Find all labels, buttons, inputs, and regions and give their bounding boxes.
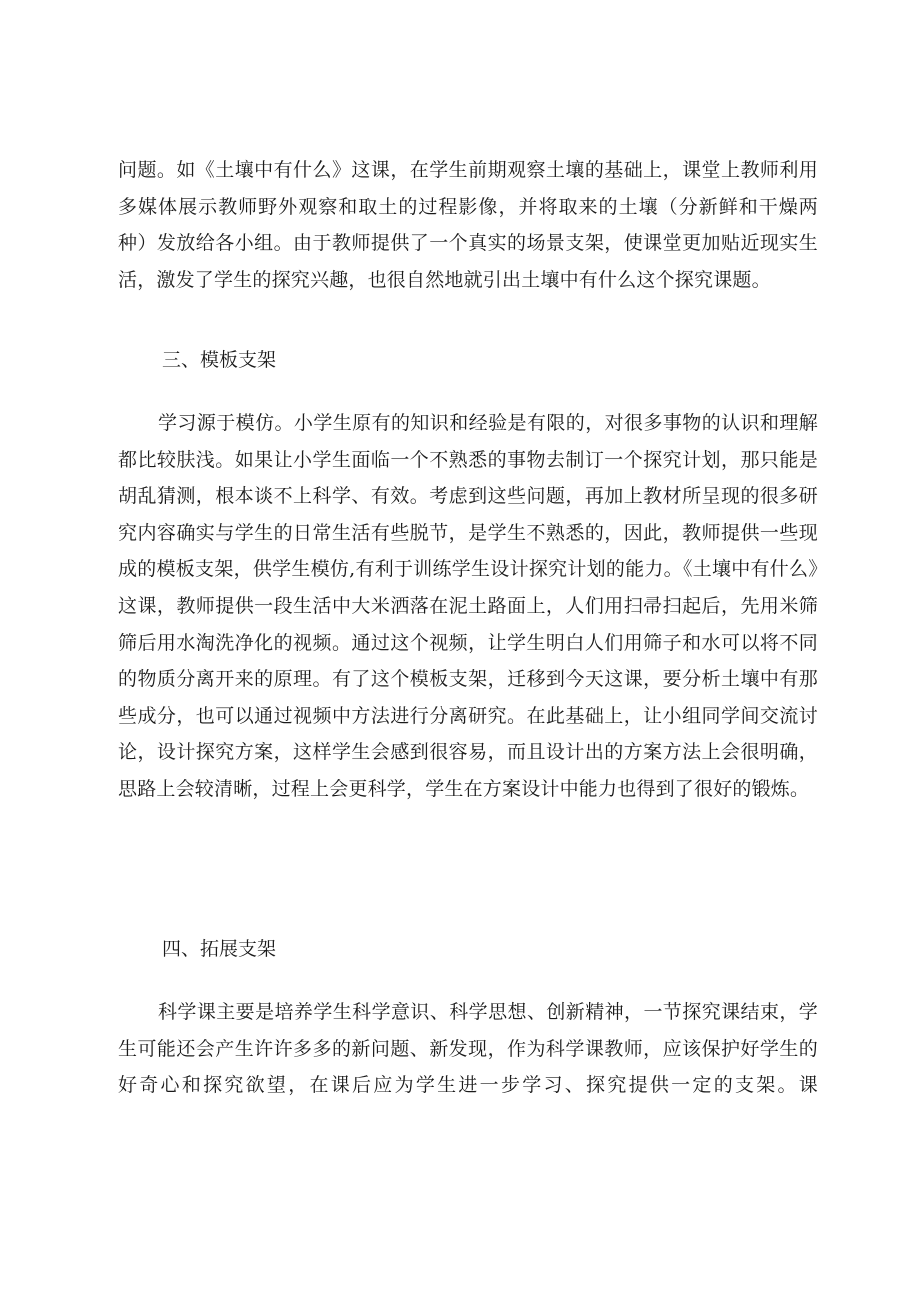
section-heading-template-scaffold: 三、模板支架 [162,349,277,371]
section-heading-extension-scaffold: 四、拓展支架 [162,938,277,960]
paragraph-template-scaffold: 学习源于模仿。小学生原有的知识和经验是有限的，对很多事物的认识和理解都比较肤浅。如果让小学生面临一个不熟悉的事物去制订一个探究计划，那只能是胡乱猜测，根本谈不上科学、有效。考虑到这些问题，再加上教材所呈现的很多研究内容确实与学生的日常生活有些脱节，是学生不熟悉的，因此，教师提供一些现成的模板支架，供学生模仿,有利于训练学生设计探究计划的能力。《土壤中有什么》这课，教师提供一段生活中大米洒落在泥土路面上，人们用扫帚扫起后，先用米筛筛后用水淘洗净化的视频。通过这个视频，让学生明白人们用筛子和水可以将不同的物质分离开来的原理。有了这个模板支架，迁移到今天这课，要分析土壤中有那些成分，也可以通过视频中方法进行分离研究。在此基础上，让小组同学间交流讨论，设计探究方案，这样学生会感到很容易，而且设计出的方案方法上会很明确，思路上会较清晰，过程上会更科学，学生在方案设计中能力也得到了很好的锻炼。 [118,412,818,800]
paragraph-continuation: 问题。如《土壤中有什么》这课，在学生前期观察土壤的基础上，课堂上教师利用多媒体展示教师野外观察和取土的过程影像，并将取来的土壤（分新鲜和干燥两种）发放给各小组。由于教师提供了一个真实的场景支架，使课堂更加贴近现实生活，激发了学生的探究兴趣，也很自然地就引出土壤中有什么这个探究课题。 [118,159,818,291]
paragraph-extension-scaffold: 科学课主要是培养学生科学意识、科学思想、创新精神，一节探究课结束，学生可能还会产生许许多多的新问题、新发现，作为科学课教师，应该保护好学生的好奇心和探究欲望，在课后应为学生进一步学习、探究提供一定的支架。课 [118,1001,818,1097]
